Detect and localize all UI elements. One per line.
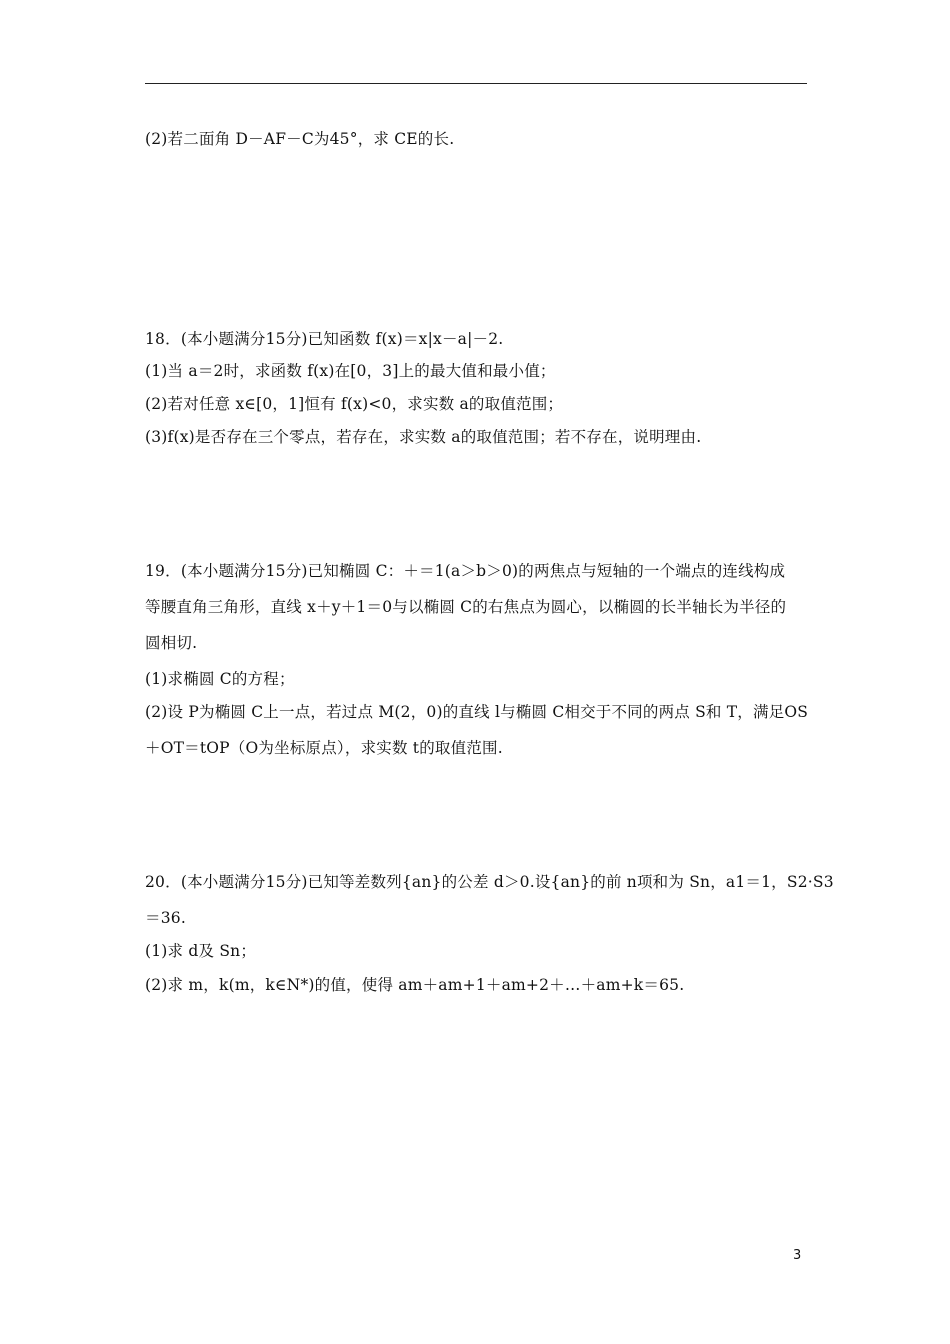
problem19-part1: (1)求椭圆 C的方程； xyxy=(145,670,295,688)
problem20-stem-line2: ＝36. xyxy=(145,909,186,927)
problem19-stem-line2: 等腰直角三角形，直线 x＋y＋1＝0与以椭圆 C的右焦点为圆心，以椭圆的长半轴长为半径的 xyxy=(145,598,787,616)
header-rule xyxy=(145,83,807,84)
problem18-part1: (1)当 a＝2时，求函数 f(x)在[0，3]上的最大值和最小值； xyxy=(145,362,556,380)
page-number: 3 xyxy=(793,1248,802,1263)
problem18-part3: (3)f(x)是否存在三个零点，若存在，求实数 a的取值范围；若不存在，说明理由. xyxy=(145,428,702,446)
problem20-stem-line1: 20．(本小题满分15分)已知等差数列{an}的公差 d＞0.设{an}的前 n项和为 Sn，a1＝1，S2·S3 xyxy=(145,873,834,891)
problem18-stem: 18．(本小题满分15分)已知函数 f(x)＝x|x－a|－2. xyxy=(145,330,504,348)
problem18-part2: (2)若对任意 x∈[0，1]恒有 f(x)<0，求实数 a的取值范围； xyxy=(145,395,564,413)
problem20-part2: (2)求 m，k(m，k∈N*)的值，使得 am＋am+1＋am+2＋…＋am+k＝65. xyxy=(145,976,685,994)
problem19-stem-line1: 19．(本小题满分15分)已知椭圆 C：＋＝1(a＞b＞0)的两焦点与短轴的一个端点的连线构成 xyxy=(145,562,786,580)
problem20-part1: (1)求 d及 Sn； xyxy=(145,942,257,960)
problem19-stem-line3: 圆相切. xyxy=(145,634,198,652)
problem19-part2-line2: ＋OT＝tOP（O为坐标原点），求实数 t的取值范围. xyxy=(145,739,503,757)
problem17-part2: (2)若二面角 D－AF－C为45°，求 CE的长. xyxy=(145,130,455,148)
problem19-part2-line1: (2)设 P为椭圆 C上一点，若过点 M(2，0)的直线 l与椭圆 C相交于不同的两点 S和 T，满足OS xyxy=(145,703,809,721)
